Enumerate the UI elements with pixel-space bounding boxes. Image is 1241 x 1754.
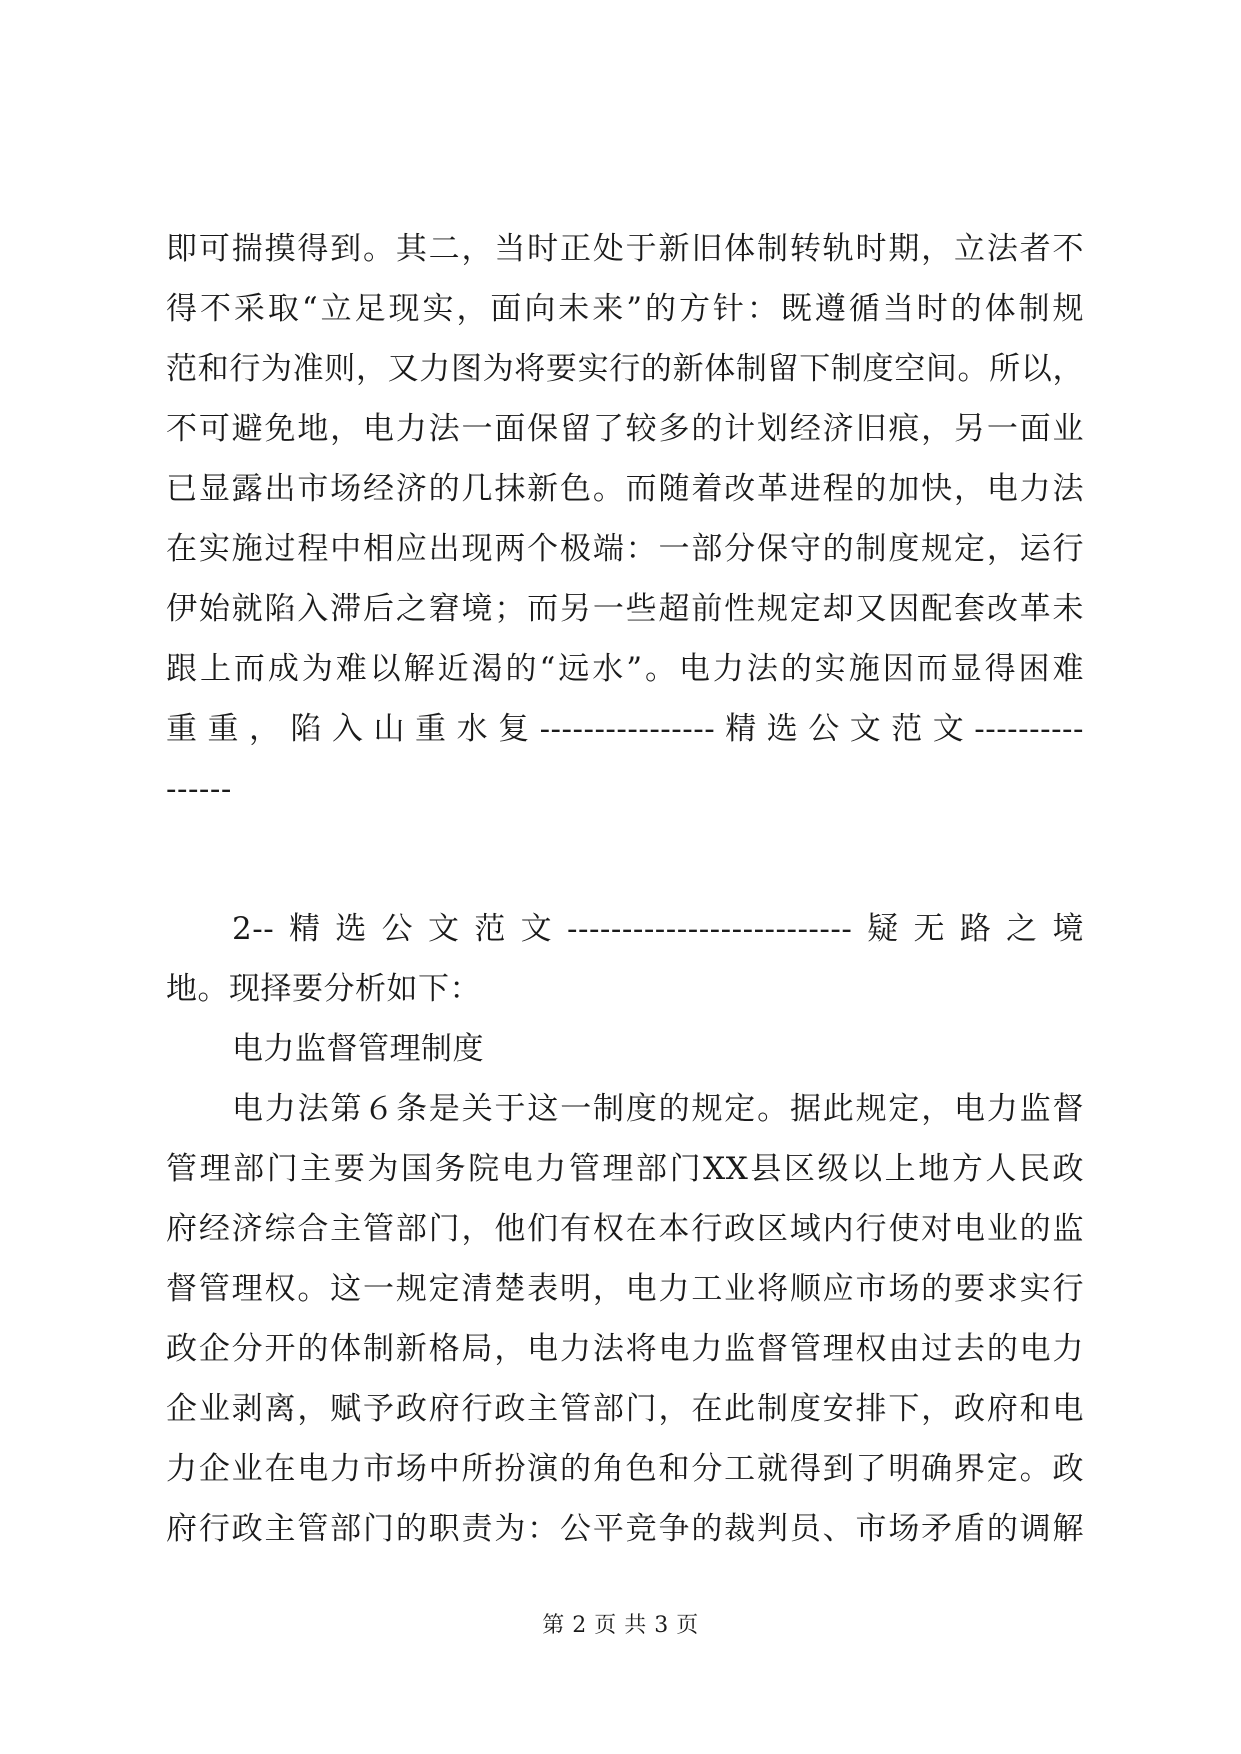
text-line: 府经济综合主管部门，他们有权在本行政区域内行使对电业的监 [166,1211,1084,1247]
text-line: 府行政主管部门的职责为：公平竞争的裁判员、市场矛盾的调解 [166,1511,1084,1547]
text-line: 在实施过程中相应出现两个极端：一部分保守的制度规定，运行 [166,531,1084,567]
page-break-gap [166,828,1084,908]
text-line: 伊始就陷入滞后之窘境；而另一些超前性规定却又因配套改革未 [166,591,1084,627]
text-line: 电力法第６条是关于这一制度的规定。据此规定，电力监督 [232,1091,1084,1127]
text-line: 重重，陷入山重水复----------------精选公文范文---------- [166,711,1084,747]
page-footer: 第 2 页 共 3 页 [542,1613,699,1638]
text-line: 2--精选公文范文--------------------------疑无路之境 [232,911,1084,947]
text-line: 管理部门主要为国务院电力管理部门XX县区级以上地方人民政 [166,1151,1084,1187]
text-line: 即可揣摸得到。其二，当时正处于新旧体制转轨时期，立法者不 [166,231,1084,267]
text-line: 企业剥离，赋予政府行政主管部门，在此制度安排下，政府和电 [166,1391,1084,1427]
text-line: ------ [166,771,232,807]
text-line: 范和行为准则，又力图为将要实行的新体制留下制度空间。所以， [166,351,1084,387]
text-line: 已显露出市场经济的几抹新色。而随着改革进程的加快，电力法 [166,471,1084,507]
text-line: 跟上而成为难以解近渴的“远水”。电力法的实施因而显得困难 [166,651,1084,687]
text-line: 政企分开的体制新格局，电力法将电力监督管理权由过去的电力 [166,1331,1084,1367]
text-line: 得不采取“立足现实，面向未来”的方针：既遵循当时的体制规 [166,291,1084,327]
text-line: 力企业在电力市场中所扮演的角色和分工就得到了明确界定。政 [166,1451,1084,1487]
text-line: 不可避免地，电力法一面保留了较多的计划经济旧痕，另一面业 [166,411,1084,447]
text-line: 督管理权。这一规定清楚表明，电力工业将顺应市场的要求实行 [166,1271,1084,1307]
section-heading: 电力监督管理制度 [232,1031,484,1067]
text-line: 地。现择要分析如下： [166,971,481,1007]
body-text [166,228,1084,1568]
